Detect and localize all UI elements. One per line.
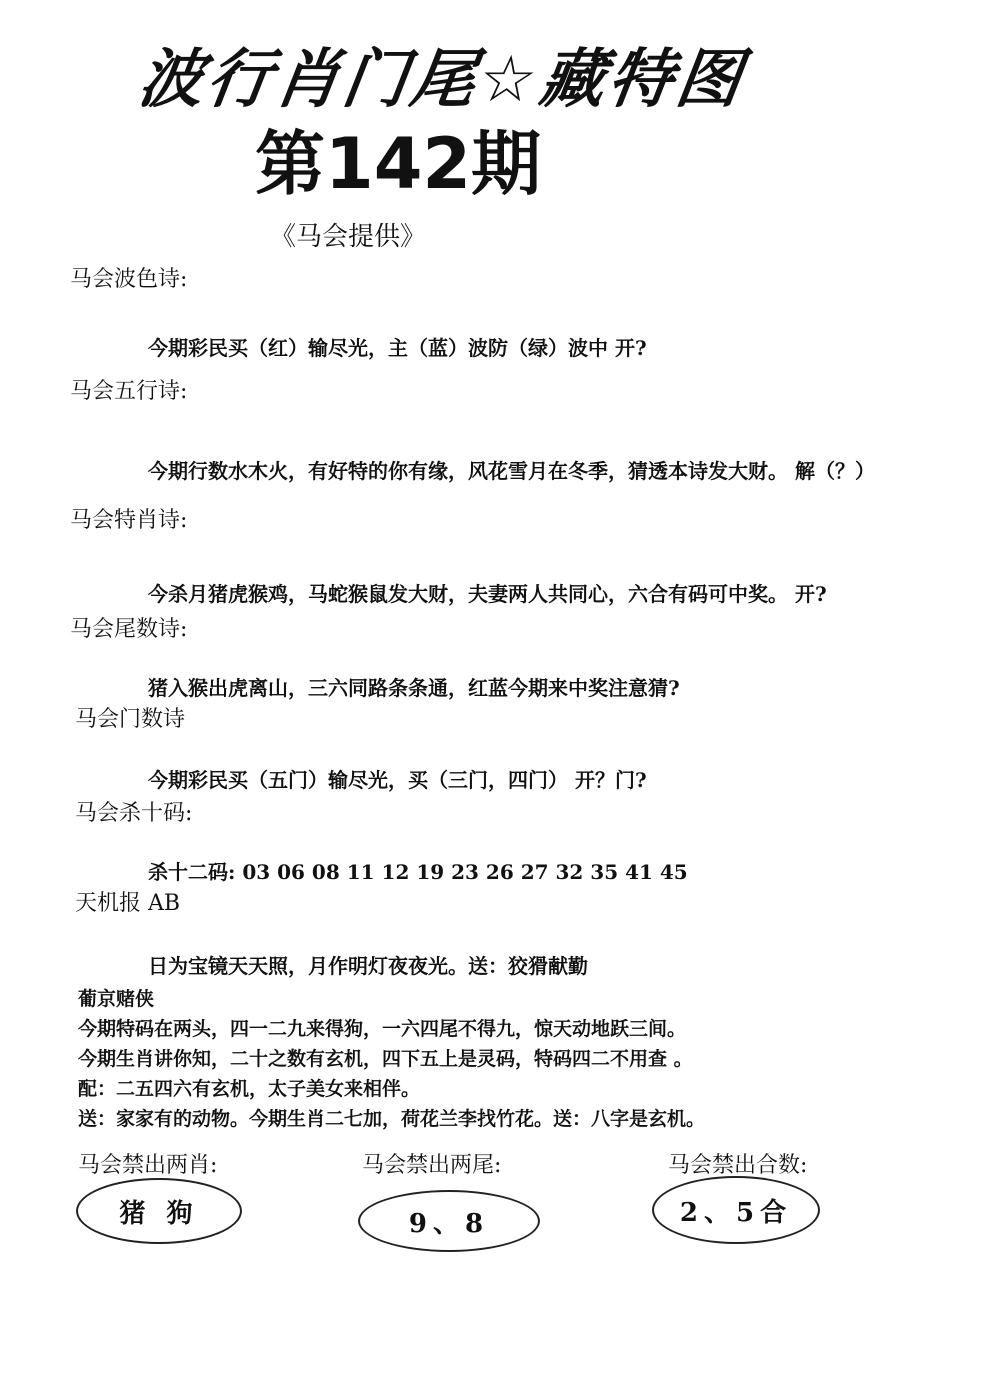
ban-label-zodiac: 马会禁出两肖: [78, 1153, 218, 1178]
section-text: 今期彩民买（五门）输尽光，买（三门，四门） 开？门? [148, 768, 647, 792]
pujing-label: 葡京赌侠 [78, 988, 155, 1010]
provider-label: 《马会提供》 [270, 222, 427, 252]
ban-label-sum: 马会禁出合数: [668, 1153, 808, 1178]
section-label: 天机报 AB [75, 891, 181, 916]
section-text: 今杀月猪虎猴鸡，马蛇猴鼠发大财，夫妻两人共同心，六合有码可中奖。 开? [148, 582, 827, 606]
section-label: 马会特肖诗: [70, 508, 188, 533]
section-label: 马会杀十码: [75, 801, 193, 826]
section-label: 马会五行诗: [70, 379, 188, 404]
section-text: 今期彩民买（红）输尽光，主（蓝）波防（绿）波中 开? [148, 336, 647, 360]
pujing-line: 配：二五四六有玄机，太子美女来相伴。 [78, 1078, 421, 1100]
section-label: 马会尾数诗: [70, 617, 188, 642]
ban-value-tail: 9、8 [408, 1208, 490, 1239]
ban-label-tail: 马会禁出两尾: [362, 1153, 502, 1178]
section-text: 今期行数水木火，有好特的你有缘，风花雪月在冬季，猜透本诗发大财。 解（？） [148, 459, 875, 483]
kill-numbers: 杀十二码: 03 06 08 11 12 19 23 26 27 32 35 41 45 [148, 860, 688, 884]
section-text: 猪入猴出虎离山，三六同路条条通，红蓝今期来中奖注意猜? [148, 676, 680, 700]
pujing-line: 今期特码在两头，四一二九来得狗，一六四尾不得九，惊天动地跃三间。 [78, 1018, 687, 1040]
ban-value-zodiac: 猪 狗 [119, 1198, 199, 1229]
ban-value-sum: 2、5合 [679, 1197, 793, 1228]
page-title: 波行肖门尾☆藏特图 [133, 43, 750, 117]
pujing-line: 送：家家有的动物。今期生肖二七加，荷花兰李找竹花。送：八字是玄机。 [78, 1108, 706, 1130]
pujing-line: 今期生肖讲你知，二十之数有玄机，四下五上是灵码，特码四二不用查 。 [78, 1048, 693, 1070]
section-text: 日为宝镜天天照，月作明灯夜夜光。送：狡猾献勤 [148, 954, 588, 978]
ban-oval-sum [652, 1176, 820, 1244]
issue-number: 第142期 [255, 123, 542, 205]
ban-oval-zodiac [76, 1178, 242, 1244]
section-label: 马会波色诗: [70, 267, 188, 292]
section-label: 马会门数诗 [75, 707, 186, 732]
ban-oval-tail [358, 1190, 540, 1252]
